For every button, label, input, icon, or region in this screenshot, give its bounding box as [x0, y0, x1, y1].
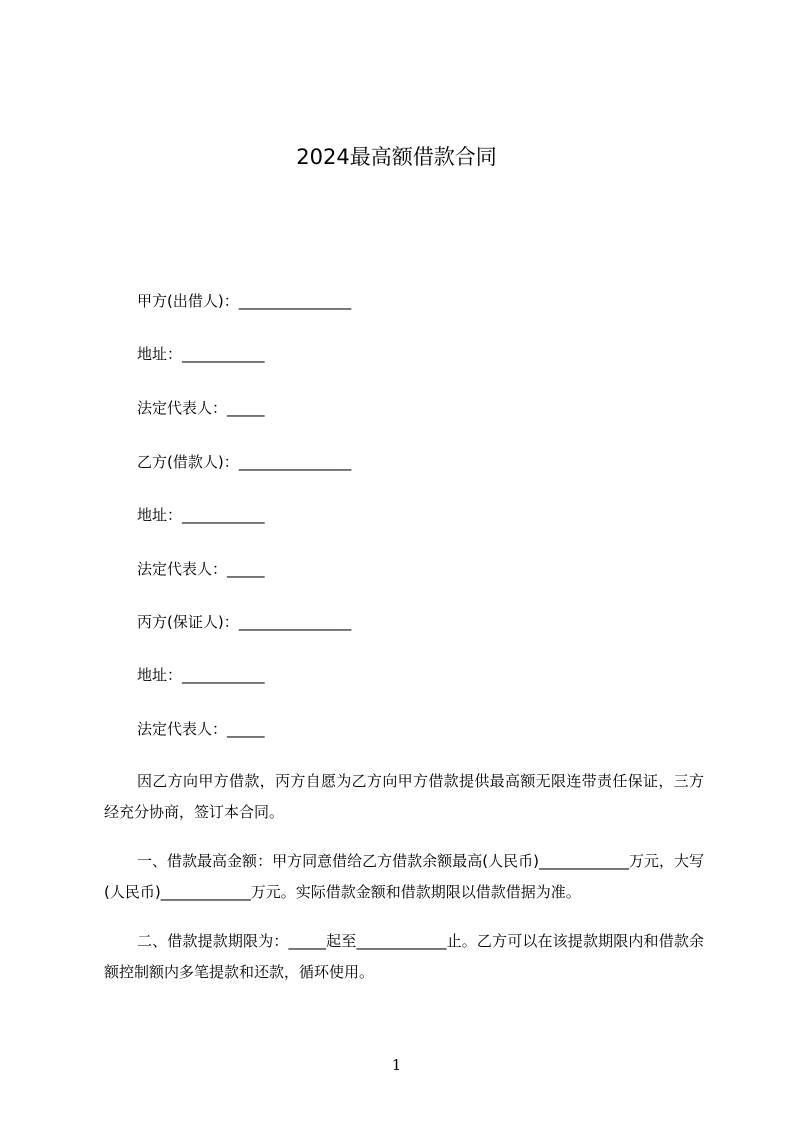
preamble-paragraph: 因乙方向甲方借款，丙方自愿为乙方向甲方借款提供最高额无限连带责任保证，三方经充分协商，签订本合同。	[104, 772, 704, 821]
clause-1-paragraph: 一、借款最高金额：甲方同意借给乙方借款余额最高(人民币)____________万元，大写(人民币)____________万元。实际借款金额和借款期限以借款借据为准。	[104, 852, 704, 901]
clause-2-paragraph: 二、借款提款期限为：_____起至____________止。乙方可以在该提款期限内和借款余额控制额内多笔提款和还款，循环使用。	[104, 932, 704, 981]
page-number: 1	[391, 1056, 402, 1074]
party-a-address-field: 地址：___________	[137, 345, 265, 363]
party-c-representative-field: 法定代表人：_____	[137, 720, 265, 738]
party-c-name-field: 丙方(保证人)：_______________	[137, 613, 352, 631]
party-b-name-field: 乙方(借款人)：_______________	[137, 453, 352, 471]
document-title: 2024最高额借款合同	[296, 145, 497, 169]
party-b-address-field: 地址：___________	[137, 506, 265, 524]
party-a-name-field: 甲方(出借人)：_______________	[137, 292, 352, 310]
party-a-representative-field: 法定代表人：_____	[137, 399, 265, 417]
party-b-representative-field: 法定代表人：_____	[137, 560, 265, 578]
party-c-address-field: 地址：___________	[137, 666, 265, 684]
